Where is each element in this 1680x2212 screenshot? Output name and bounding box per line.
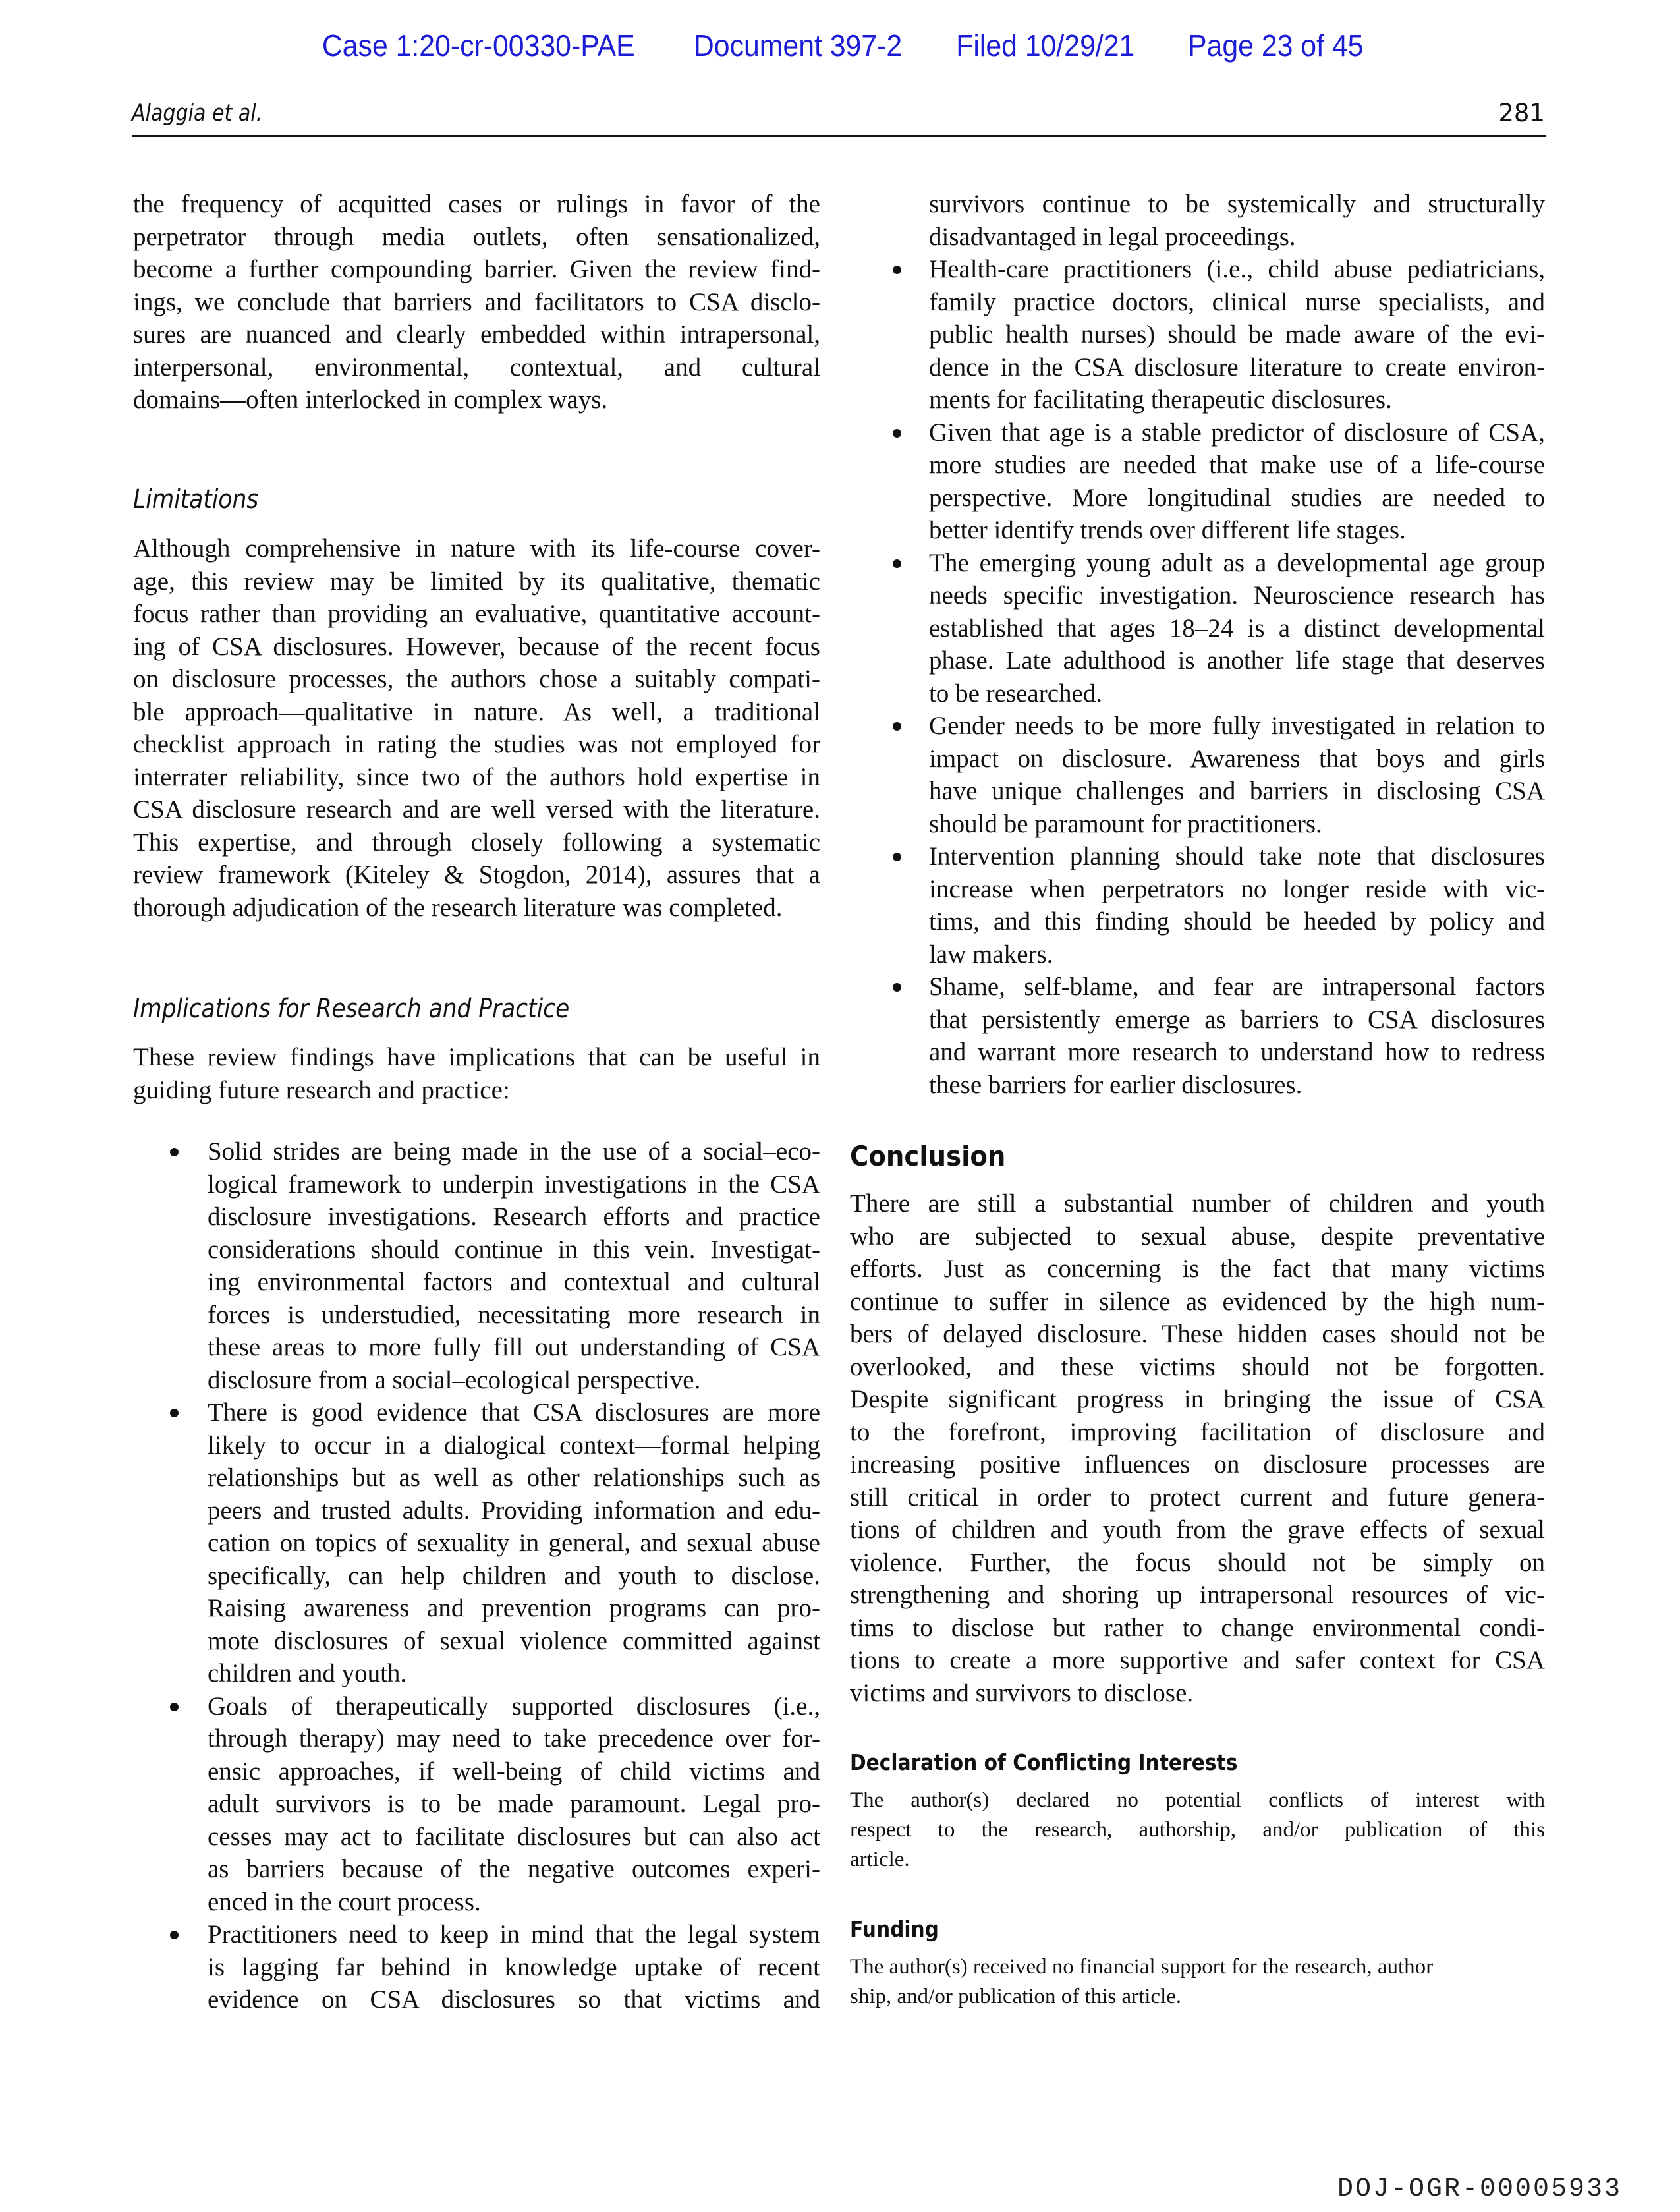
- text-line: interpersonal, environmental, contextual, and cultural: [133, 353, 820, 382]
- bullet-item: [929, 253, 1545, 416]
- text-line: violence. Further, the focus should not be simply on: [850, 1548, 1545, 1577]
- text-line: to be researched.: [929, 679, 1103, 708]
- text-line: strengthening and shoring up intrapersonal resources of vic-: [850, 1581, 1545, 1609]
- text-line: on disclosure processes, the authors chose a suitably compati-: [133, 665, 820, 693]
- bullet-icon: [893, 722, 901, 731]
- funding-section: [850, 1916, 1545, 1942]
- text-line: The emerging young adult as a developmental age group: [929, 548, 1545, 577]
- text-line: the frequency of acquitted cases or rulings in favor of the: [133, 190, 820, 218]
- text-line: law makers.: [929, 940, 1053, 969]
- bullet-icon: [170, 1409, 179, 1417]
- bullet-icon: [170, 1148, 179, 1156]
- text-line: and warrant more research to understand how to redress: [929, 1038, 1545, 1066]
- text-line: There is good evidence that CSA disclosures are more: [208, 1398, 820, 1427]
- text-line: become a further compounding barrier. Given the review find-: [133, 255, 820, 283]
- text-line: should be paramount for practitioners.: [929, 809, 1322, 838]
- running-head-authors: Alaggia et al.: [132, 100, 263, 127]
- text-line: is lagging far behind in knowledge uptake of recent: [208, 1952, 820, 1981]
- text-line: considerations should continue in this vein. Investigat-: [208, 1235, 820, 1264]
- conclusion-body: [850, 1187, 1545, 1709]
- text-line: increasing positive influences on disclosure processes are: [850, 1450, 1545, 1479]
- text-line: bers of delayed disclosure. These hidden cases should not be: [850, 1320, 1545, 1348]
- text-line: perpetrator through media outlets, often sensationalized,: [133, 222, 820, 251]
- text-line: to the forefront, improving facilitation of disclosure and: [850, 1417, 1545, 1446]
- text-line: tions to create a more supportive and safer context for CSA: [850, 1646, 1545, 1674]
- text-line: This expertise, and through closely following a systematic: [133, 828, 820, 857]
- text-line: Gender needs to be more fully investigated in relation to: [929, 712, 1545, 740]
- section-heading-declaration: Declaration of Conflicting Interests: [850, 1749, 1238, 1775]
- text-line: ship, and/or publication of this article.: [850, 1985, 1182, 2008]
- text-line: survivors continue to be systemically and structurally: [929, 190, 1545, 218]
- text-line: The author(s) declared no potential conflicts of interest with: [850, 1788, 1545, 1812]
- text-line: dence in the CSA disclosure literature to create environ-: [929, 353, 1545, 382]
- filed-date: Filed 10/29/21: [956, 28, 1135, 63]
- text-line: tims to disclose but rather to change environmental condi-: [850, 1613, 1545, 1642]
- text-line: respect to the research, authorship, and/or publication of this: [850, 1818, 1545, 1842]
- text-line: There are still a substantial number of children and youth: [850, 1189, 1545, 1218]
- section-heading-conclusion: Conclusion: [850, 1140, 1006, 1172]
- text-line: that persistently emerge as barriers to CSA disclosures: [929, 1005, 1545, 1034]
- text-line: these barriers for earlier disclosures.: [929, 1070, 1302, 1099]
- text-line: more studies are needed that make use of a life-course: [929, 451, 1545, 479]
- text-line: Intervention planning should take note that disclosures: [929, 842, 1545, 870]
- implications-intro: [133, 1041, 820, 1106]
- text-line: better identify trends over different life stages.: [929, 516, 1406, 544]
- text-line: logical framework to underpin investigations in the CSA: [208, 1170, 820, 1199]
- text-line: guiding future research and practice:: [133, 1075, 510, 1104]
- running-head-page-number: 281: [1498, 99, 1545, 127]
- text-line: victims and survivors to disclose.: [850, 1678, 1194, 1707]
- text-line: as barriers because of the negative outcomes experi-: [208, 1855, 820, 1883]
- text-line: impact on disclosure. Awareness that boys and girls: [929, 744, 1545, 773]
- text-line: family practice doctors, clinical nurse specialists, and: [929, 287, 1545, 316]
- bullet-item: [208, 1396, 820, 1690]
- bullet-icon: [893, 429, 901, 438]
- text-line: Shame, self-blame, and fear are intrapersonal factors: [929, 973, 1545, 1001]
- text-line: continue to suffer in silence as evidenced by the high num-: [850, 1287, 1545, 1316]
- right-column-continued: [929, 188, 1545, 1101]
- text-line: article.: [850, 1848, 910, 1871]
- text-line: age, this review may be limited by its qualitative, thematic: [133, 567, 820, 596]
- section-heading-funding: Funding: [850, 1916, 939, 1942]
- bullet-item: [929, 547, 1545, 710]
- text-line: checklist approach in rating the studies was not employed for: [133, 730, 820, 758]
- text-line: likely to occur in a dialogical context—formal helping: [208, 1431, 820, 1460]
- left-column-intro: [133, 188, 820, 416]
- text-line: domains—often interlocked in complex ways.: [133, 385, 608, 414]
- conclusion-section: [850, 1140, 1545, 1172]
- text-line: thorough adjudication of the research literature was completed.: [133, 893, 783, 922]
- bullet-icon: [893, 559, 901, 568]
- text-line: interrater reliability, since two of the authors hold expertise in: [133, 762, 820, 791]
- limitations-section: [133, 484, 820, 515]
- text-line: Goals of therapeutically supported disclosures (i.e.,: [208, 1691, 820, 1720]
- declaration-body: [850, 1786, 1545, 1875]
- bullet-icon: [893, 983, 901, 992]
- bullet-item: [208, 1135, 820, 1396]
- bullet-item: [929, 710, 1545, 840]
- text-line: tions of children and youth from the grave effects of sexual: [850, 1516, 1545, 1544]
- limitations-body: [133, 532, 820, 924]
- text-line: relationships but as well as other relationships such as: [208, 1463, 820, 1492]
- text-line: Practitioners need to keep in mind that the legal system: [208, 1920, 820, 1948]
- document-number: Document 397-2: [694, 28, 903, 63]
- text-line: Despite significant progress in bringing the issue of CSA: [850, 1385, 1545, 1413]
- funding-body: [850, 1952, 1545, 2012]
- text-line: ings, we conclude that barriers and facilitators to CSA disclo-: [133, 287, 820, 316]
- page-count: Page 23 of 45: [1187, 28, 1364, 63]
- text-line: mote disclosures of sexual violence committed against: [208, 1626, 820, 1655]
- text-line: public health nurses) should be made aware of the evi-: [929, 320, 1545, 349]
- text-line: Health-care practitioners (i.e., child abuse pediatricians,: [929, 255, 1545, 283]
- text-line: forces is understudied, necessitating more research in: [208, 1300, 820, 1329]
- bullet-icon: [893, 853, 901, 861]
- bullet-item: [929, 840, 1545, 971]
- text-line: phase. Late adulthood is another life stage that deserves: [929, 646, 1545, 675]
- text-line: review framework (Kiteley & Stogdon, 2014), assures that a: [133, 861, 820, 889]
- implications-section: [133, 994, 820, 1024]
- text-line: still critical in order to protect current and future genera-: [850, 1483, 1545, 1512]
- declaration-section: [850, 1749, 1545, 1775]
- text-line: enced in the court process.: [208, 1887, 481, 1916]
- text-line: sures are nuanced and clearly embedded within intrapersonal,: [133, 320, 820, 349]
- case-number: Case 1:20-cr-00330-PAE: [322, 28, 635, 63]
- bullet-icon: [170, 1703, 179, 1711]
- text-line: adult survivors is to be made paramount. Legal pro-: [208, 1790, 820, 1818]
- court-filing-stamp: [0, 28, 1680, 63]
- text-line: These review findings have implications that can be useful in: [133, 1043, 820, 1071]
- text-line: disclosure from a social–ecological perspective.: [208, 1365, 701, 1394]
- text-line: disadvantaged in legal proceedings.: [929, 222, 1296, 251]
- implications-bullet-list: [208, 1135, 820, 2016]
- text-line: specifically, can help children and youth to disclose.: [208, 1561, 820, 1590]
- text-line: focus rather than providing an evaluative, quantitative account-: [133, 600, 820, 628]
- text-line: efforts. Just as concerning is the fact that many victims: [850, 1255, 1545, 1283]
- text-line: Solid strides are being made in the use of a social–eco-: [208, 1137, 820, 1166]
- text-line: through therapy) may need to take precedence over for-: [208, 1724, 820, 1753]
- bates-number: DOJ-OGR-00005933: [1337, 2174, 1622, 2204]
- text-line: increase when perpetrators no longer reside with vic-: [929, 874, 1545, 903]
- text-line: evidence on CSA disclosures so that victims and: [208, 1985, 820, 2014]
- text-line: ing environmental factors and contextual and cultural: [208, 1268, 820, 1296]
- bullet-icon: [170, 1931, 179, 1939]
- text-line: The author(s) received no financial support for the research, author: [850, 1955, 1434, 1979]
- text-line: cesses may act to facilitate disclosures but can also act: [208, 1822, 820, 1851]
- text-line: overlooked, and these victims should not be forgotten.: [850, 1352, 1545, 1381]
- text-line: Raising awareness and prevention programs can pro-: [208, 1594, 820, 1622]
- running-head-rule: [132, 135, 1546, 137]
- text-line: needs specific investigation. Neuroscience research has: [929, 581, 1545, 610]
- text-line: these areas to more fully fill out understanding of CSA: [208, 1333, 820, 1361]
- text-line: perspective. More longitudinal studies are needed to: [929, 483, 1545, 512]
- bullet-item: [208, 1918, 820, 2016]
- bullet-item: [208, 1690, 820, 1919]
- bullet-item: [929, 416, 1545, 547]
- text-line: children and youth.: [208, 1659, 407, 1687]
- text-line: peers and trusted adults. Providing information and edu-: [208, 1496, 820, 1525]
- text-line: established that ages 18–24 is a distinct developmental: [929, 613, 1545, 642]
- section-heading-limitations: Limitations: [133, 484, 259, 515]
- text-line: have unique challenges and barriers in disclosing CSA: [929, 777, 1545, 805]
- text-line: CSA disclosure research and are well versed with the literature.: [133, 795, 820, 824]
- section-heading-implications: Implications for Research and Practice: [133, 994, 570, 1024]
- text-line: ing of CSA disclosures. However, because of the recent focus: [133, 632, 820, 661]
- text-line: tims, and this finding should be heeded by policy and: [929, 907, 1545, 936]
- text-line: ble approach—qualitative in nature. As well, a traditional: [133, 697, 820, 726]
- text-line: Although comprehensive in nature with its life-course cover-: [133, 534, 820, 563]
- text-line: disclosure investigations. Research efforts and practice: [208, 1203, 820, 1231]
- text-line: ments for facilitating therapeutic disclosures.: [929, 385, 1392, 414]
- text-line: cation on topics of sexuality in general, and sexual abuse: [208, 1529, 820, 1557]
- text-line: who are subjected to sexual abuse, despite preventative: [850, 1222, 1545, 1251]
- text-line: Given that age is a stable predictor of disclosure of CSA,: [929, 418, 1545, 447]
- text-line: ensic approaches, if well-being of child victims and: [208, 1757, 820, 1786]
- bullet-item: [929, 971, 1545, 1101]
- bullet-icon: [893, 266, 901, 274]
